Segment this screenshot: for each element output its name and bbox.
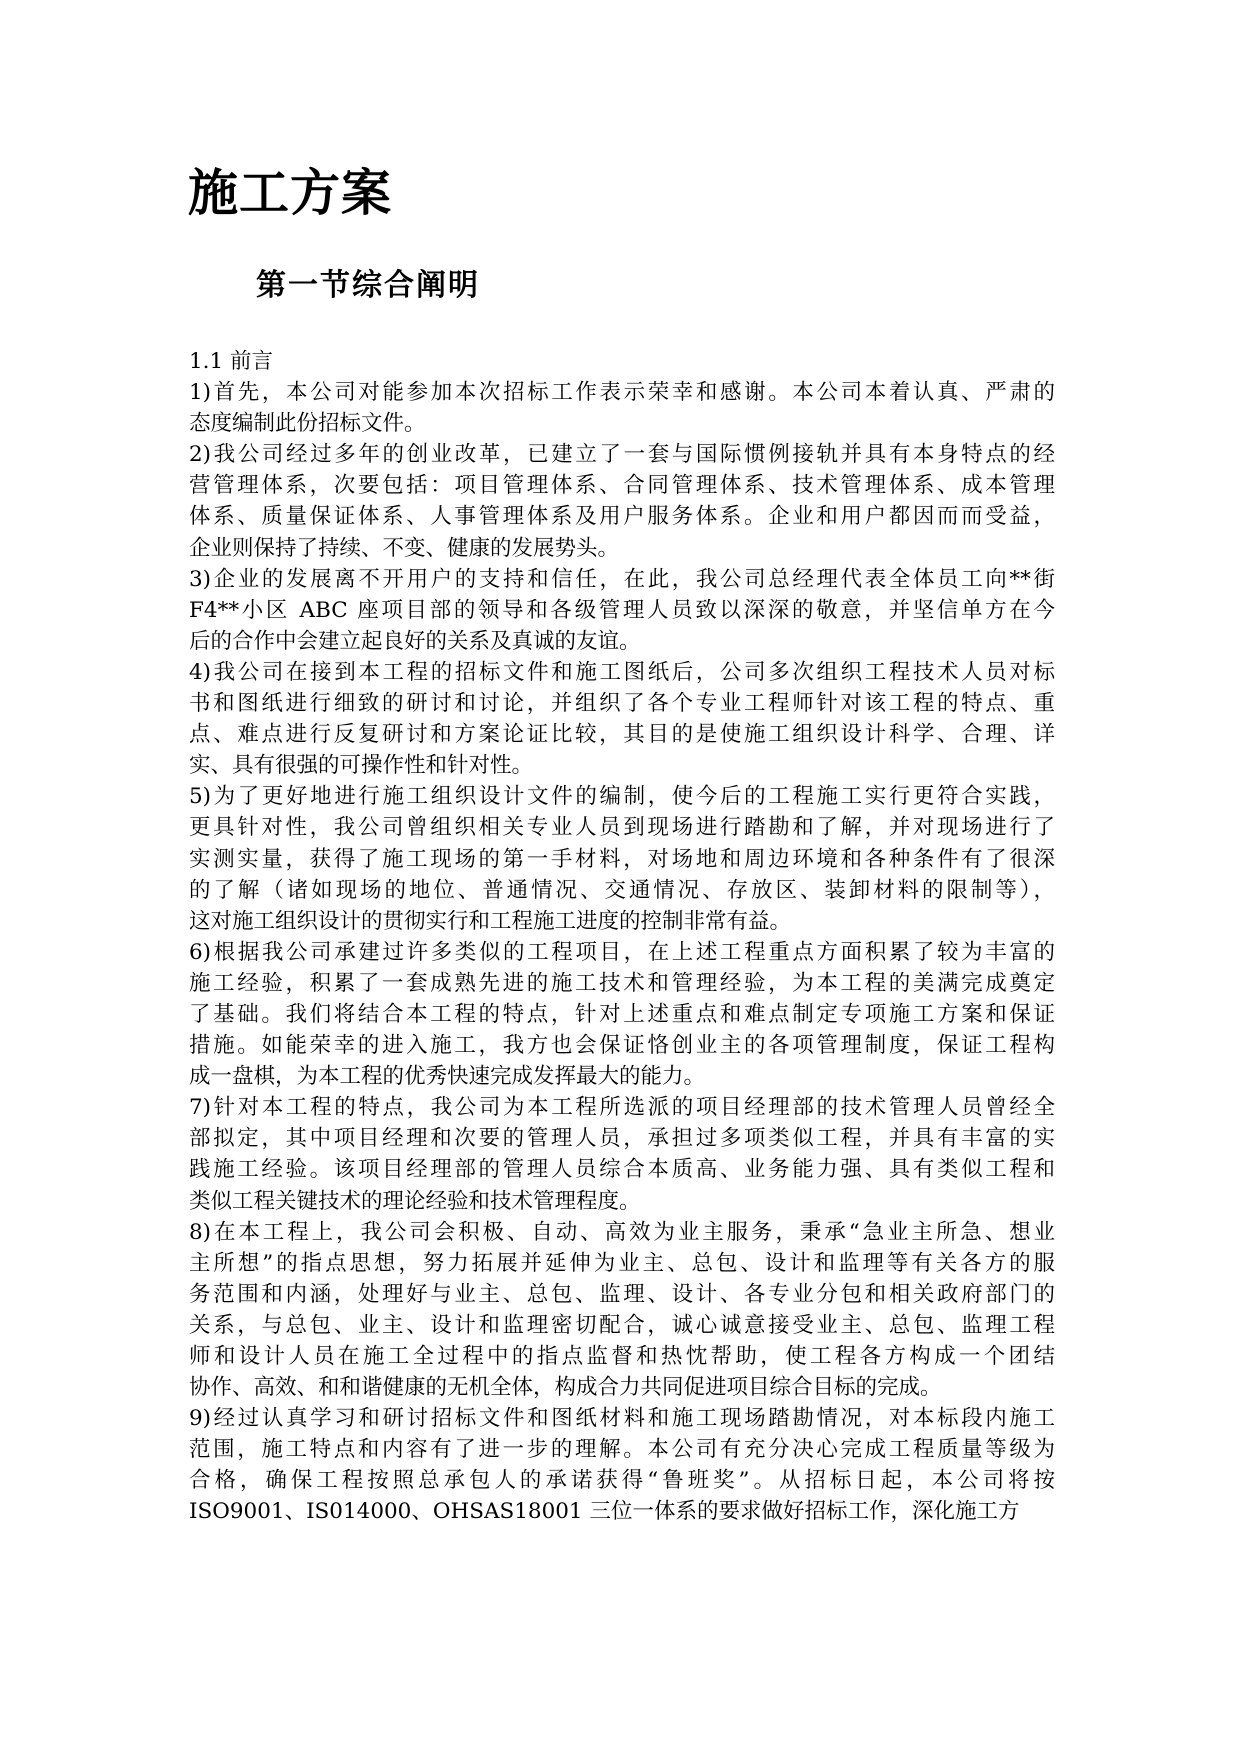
paragraph-line: 4)我公司在接到本工程的招标文件和施工图纸后，公司多次组织工程技术人员对标 [189,659,1055,685]
paragraph [189,1217,1055,1404]
paragraph-line: 体系、质量保证体系、人事管理体系及用户服务体系。企业和用户都因而而受益， [189,504,1055,530]
paragraph [189,439,1055,563]
paragraph-line: ISO9001、IS014000、OHSAS18001 三位一体系的要求做好招标工作，深化施工方 [189,1499,1020,1525]
paragraph [189,781,1055,936]
paragraph-line: 师和设计人员在施工全过程中的指点监督和热忱帮助，使工程各方构成一个团结 [189,1344,1055,1369]
paragraph-line: 类似工程关键技术的理论经验和技术管理程度。 [189,1188,641,1214]
paragraph-line: 部拟定，其中项目经理和次要的管理人员，承担过多项类似工程，并具有丰富的实 [189,1126,1055,1152]
paragraph [189,1092,1055,1216]
paragraph-line: 营管理体系，次要包括：项目管理体系、合同管理体系、技术管理体系、成本管理 [189,473,1055,499]
subsection-heading: 1.1 前言 [189,349,274,374]
paragraph-line: 9)经过认真学习和研讨招标文件和图纸材料和施工现场踏勘情况，对本标段内施工 [189,1406,1055,1432]
paragraph [189,564,1055,657]
paragraph-line: 关系，与总包、业主、设计和监理密切配合，诚心诚意接受业主、总包、监理工程 [189,1312,1055,1338]
paragraph-line: 后的合作中会建立起良好的关系及真诚的友谊。 [189,628,641,654]
paragraph-line: 的了解（诸如现场的地位、普通情况、交通情况、存放区、装卸材料的限制等）， [189,877,1055,903]
paragraph-line: 书和图纸进行细致的研讨和讨论，并组织了各个专业工程师针对该工程的特点、重 [189,691,1055,717]
paragraph-line: 了基础。我们将结合本工程的特点，针对上述重点和难点制定专项施工方案和保证 [189,1001,1055,1027]
paragraph-line: 6)根据我公司承建过许多类似的工程项目，在上述工程重点方面积累了较为丰富的 [189,939,1055,965]
paragraph-line: 务范围和内涵，处理好与业主、总包、监理、设计、各专业分包和相关政府部门的 [189,1281,1055,1307]
paragraph-line: F4**小区 ABC 座项目部的领导和各级管理人员致以深深的敬意，并坚信单方在今 [189,597,1055,623]
paragraph-line: 这对施工组织设计的贯彻实行和工程施工进度的控制非常有益。 [189,908,792,934]
paragraph-line: 企业则保持了持续、不变、健康的发展势头。 [189,535,620,561]
paragraph-line: 施工经验，积累了一套成熟先进的施工技术和管理经验，为本工程的美满完成奠定 [189,970,1055,996]
paragraph-line: 措施。如能荣幸的进入施工，我方也会保证恪创业主的各项管理制度，保证工程构 [189,1033,1055,1059]
paragraph [189,657,1055,781]
paragraph-line: 7)针对本工程的特点，我公司为本工程所选派的项目经理部的技术管理人员曾经全 [189,1095,1055,1121]
paragraph [189,937,1055,1092]
paragraph-line: 范围，施工特点和内容有了进一步的理解。本公司有充分决心完成工程质量等级为 [189,1437,1055,1463]
paragraph-line: 态度编制此份招标文件。 [189,411,426,437]
paragraph [189,377,1055,439]
paragraph-line: 实测实量，获得了施工现场的第一手材料，对场地和周边环境和各种条件有了很深 [189,846,1055,872]
paragraph-line: 2)我公司经过多年的创业改革，已建立了一套与国际惯例接轨并具有本身特点的经 [189,442,1055,468]
paragraph-line: 1)首先，本公司对能参加本次招标工作表示荣幸和感谢。本公司本着认真、严肃的 [189,380,1055,406]
paragraph-line: 主所想”的指点思想，努力拓展并延伸为业主、总包、设计和监理等有关各方的服 [189,1250,1055,1276]
section-heading: 第一节综合阐明 [256,268,480,303]
document-title: 施工方案 [188,163,392,222]
paragraph [189,1403,1055,1527]
paragraph-line: 践施工经验。该项目经理部的管理人员综合本质高、业务能力强、具有类似工程和 [189,1157,1055,1183]
paragraph-line: 成一盘棋，为本工程的优秀快速完成发挥最大的能力。 [189,1064,706,1090]
paragraph-line: 合格，确保工程按照总承包人的承诺获得“鲁班奖”。从招标日起，本公司将按 [189,1468,1055,1494]
document-body [189,346,1055,1528]
paragraph-line: 实、具有很强的可操作性和针对性。 [189,753,534,779]
paragraph-line: 点、难点进行反复研讨和方案论证比较，其目的是使施工组织设计科学、合理、详 [189,722,1055,748]
paragraph-line: 协作、高效、和和谐健康的无机全体，构成合力共同促进项目综合目标的完成。 [189,1375,942,1401]
paragraph-line: 8)在本工程上，我公司会积极、自动、高效为业主服务，秉承“急业主所急、想业 [189,1219,1055,1245]
paragraph-line: 5)为了更好地进行施工组织设计文件的编制，使今后的工程施工实行更符合实践， [189,784,1055,810]
paragraph-line: 更具针对性，我公司曾组织相关专业人员到现场进行踏勘和了解，并对现场进行了 [189,815,1055,841]
paragraph-line: 3)企业的发展离不开用户的支持和信任，在此，我公司总经理代表全体员工向**街 [189,566,1055,592]
